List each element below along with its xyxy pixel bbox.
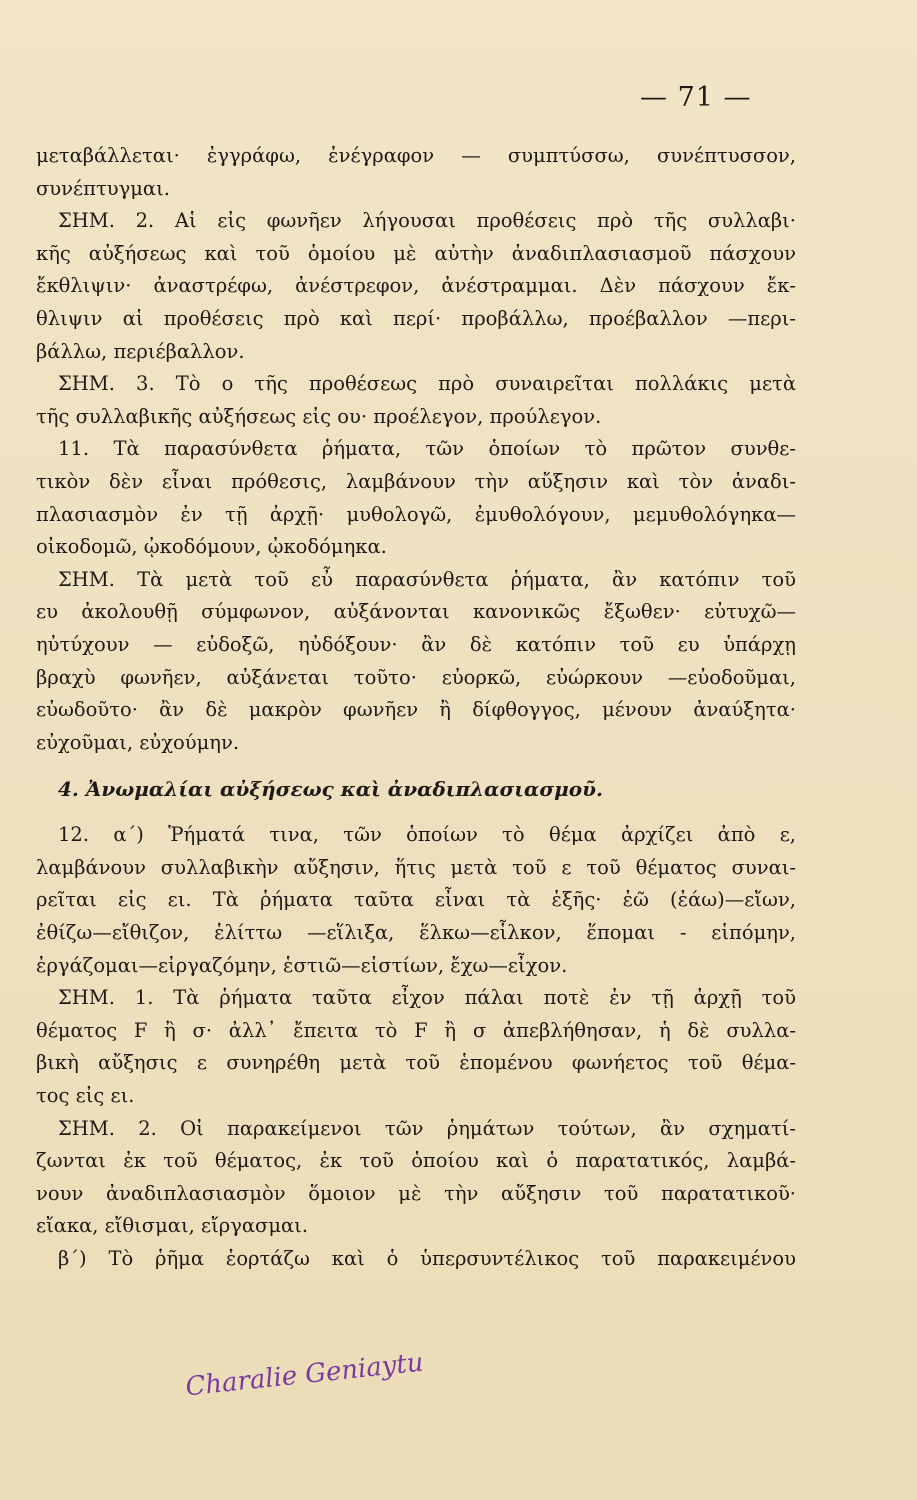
- text-line: ἐργάζομαι—εἰργαζόμην, ἑστιῶ—εἱστίων, ἔχω—εἶχον.: [36, 953, 568, 977]
- text-line: λαμβάνουν συλλαβικὴν αὔξησιν, ἥτις μετὰ τοῦ ε τοῦ θέματος συναι-: [36, 855, 796, 879]
- text-line: εὐωδοῦτο· ἂν δὲ μακρὸν φωνῆεν ἢ δίφθογγος, μένουν ἀναύξητα·: [36, 698, 796, 722]
- text-line: ΣΗΜ. 1. Τὰ ῥήματα ταῦτα εἶχον πάλαι ποτὲ ἐν τῇ ἀρχῇ τοῦ: [58, 986, 796, 1010]
- text-line: κῆς αὐξήσεως καὶ τοῦ ὁμοίου μὲ αὐτὴν ἀναδιπλασιασμοῦ πάσχουν: [36, 241, 796, 265]
- text-block-2: [36, 819, 796, 1275]
- text-line: ηὐτύχουν — εὐδοξῶ, ηὐδόξουν· ἂν δὲ κατόπιν τοῦ ευ ὑπάρχῃ: [36, 632, 796, 656]
- text-line: βάλλω, περιέβαλλον.: [36, 339, 245, 363]
- text-line: θέματος F ἢ σ· ἀλλ᾽ ἔπειτα τὸ F ἢ σ ἀπεβλήθησαν, ἡ δὲ συλλα-: [36, 1018, 796, 1042]
- text-line: ζωνται ἐκ τοῦ θέματος, ἐκ τοῦ ὁποίου καὶ ὁ παρατατικός, λαμβά-: [36, 1149, 796, 1173]
- text-line: ἐθίζω—εἴθιζον, ἑλίττω —εἵλιξα, ἕλκω—εἷλκον, ἕπομαι - εἱπόμην,: [36, 921, 796, 945]
- text-line: μεταβάλλεται· ἐγγράφω, ἐνέγραφον — συμπτύσσω, συνέπτυσσον,: [36, 144, 796, 167]
- text-line: ευ ἀκολουθῇ σύμφωνον, αὐξάνονται κανονικῶς ἔξωθεν· εὐτυχῶ—: [36, 600, 796, 624]
- text-line: τικὸν δὲν εἶναι πρόθεσις, λαμβάνουν τὴν αὔξησιν καὶ τὸν ἀναδι-: [36, 469, 796, 493]
- text-line: θλιψιν αἱ προθέσεις πρὸ καὶ περί· προβάλλω, προέβαλλον —περι-: [36, 306, 796, 330]
- text-line: 11. Τὰ παρασύνθετα ῥήματα, τῶν ὁποίων τὸ πρῶτον συνθε-: [58, 437, 796, 461]
- page-number: — 71 —: [640, 82, 752, 113]
- text-line: νουν ἀναδιπλασιασμὸν ὅμοιον μὲ τὴν αὔξησιν τοῦ παρατατικοῦ·: [36, 1181, 796, 1205]
- section-heading: 4. Ἀνωμαλίαι αὐξήσεως καὶ ἀναδιπλασιασμοῦ.: [58, 777, 603, 802]
- text-line: ΣΗΜ. Τὰ μετὰ τοῦ εὖ παρασύνθετα ῥήματα, ἂν κατόπιν τοῦ: [58, 567, 796, 591]
- text-line: συνέπτυγμαι.: [36, 176, 170, 200]
- text-line: εὐχοῦμαι, εὐχούμην.: [36, 730, 240, 754]
- text-line: ρεῖται εἰς ει. Τὰ ῥήματα ταῦτα εἶναι τὰ ἑξῆς· ἐῶ (ἐάω)—εἴων,: [36, 888, 796, 912]
- text-line: ἔκθλιψιν· ἀναστρέφω, ἀνέστρεφον, ἀνέστραμμαι. Δὲν πάσχουν ἔκ-: [36, 274, 796, 298]
- text-line: τος εἰς ει.: [36, 1084, 135, 1108]
- text-line: β΄) Τὸ ῥῆμα ἑορτάζω καὶ ὁ ὑπερσυντέλικος τοῦ παρακειμένου: [58, 1247, 796, 1270]
- text-line: βραχὺ φωνῆεν, αὐξάνεται τοῦτο· εὐορκῶ, εὐώρκουν —εὐοδοῦμαι,: [36, 665, 796, 689]
- text-line: πλασιασμὸν ἐν τῇ ἀρχῇ· μυθολογῶ, ἐμυθολόγουν, μεμυθολόγηκα—: [36, 502, 796, 526]
- text-line: οἰκοδομῶ, ᾠκοδόμουν, ᾠκοδόμηκα.: [36, 535, 387, 559]
- text-line: εἴακα, εἴθισμαι, εἴργασμαι.: [36, 1214, 309, 1238]
- text-line: ΣΗΜ. 2. Οἱ παρακείμενοι τῶν ῥημάτων τούτων, ἂν σχηματί-: [58, 1116, 796, 1140]
- text-line: ΣΗΜ. 3. Τὸ ο τῆς προθέσεως πρὸ συναιρεῖται πολλάκις μετὰ: [58, 372, 796, 396]
- text-line: 12. α΄) Ῥήματά τινα, τῶν ὁποίων τὸ θέμα ἀρχίζει ἀπὸ ε,: [58, 823, 796, 847]
- text-line: ΣΗΜ. 2. Αἱ εἰς φωνῆεν λήγουσαι προθέσεις πρὸ τῆς συλλαβι·: [58, 209, 796, 233]
- text-line: τῆς συλλαβικῆς αὐξήσεως εἰς ου· προέλεγον, προύλεγον.: [36, 404, 602, 428]
- text-block-1: [36, 140, 796, 759]
- page-body: [36, 140, 796, 1276]
- text-line: βικὴ αὔξησις ε συνηρέθη μετὰ τοῦ ἑπομένου φωνήετος τοῦ θέμα-: [36, 1051, 796, 1075]
- handwritten-signature: Charalie Geniaytu: [184, 1347, 425, 1403]
